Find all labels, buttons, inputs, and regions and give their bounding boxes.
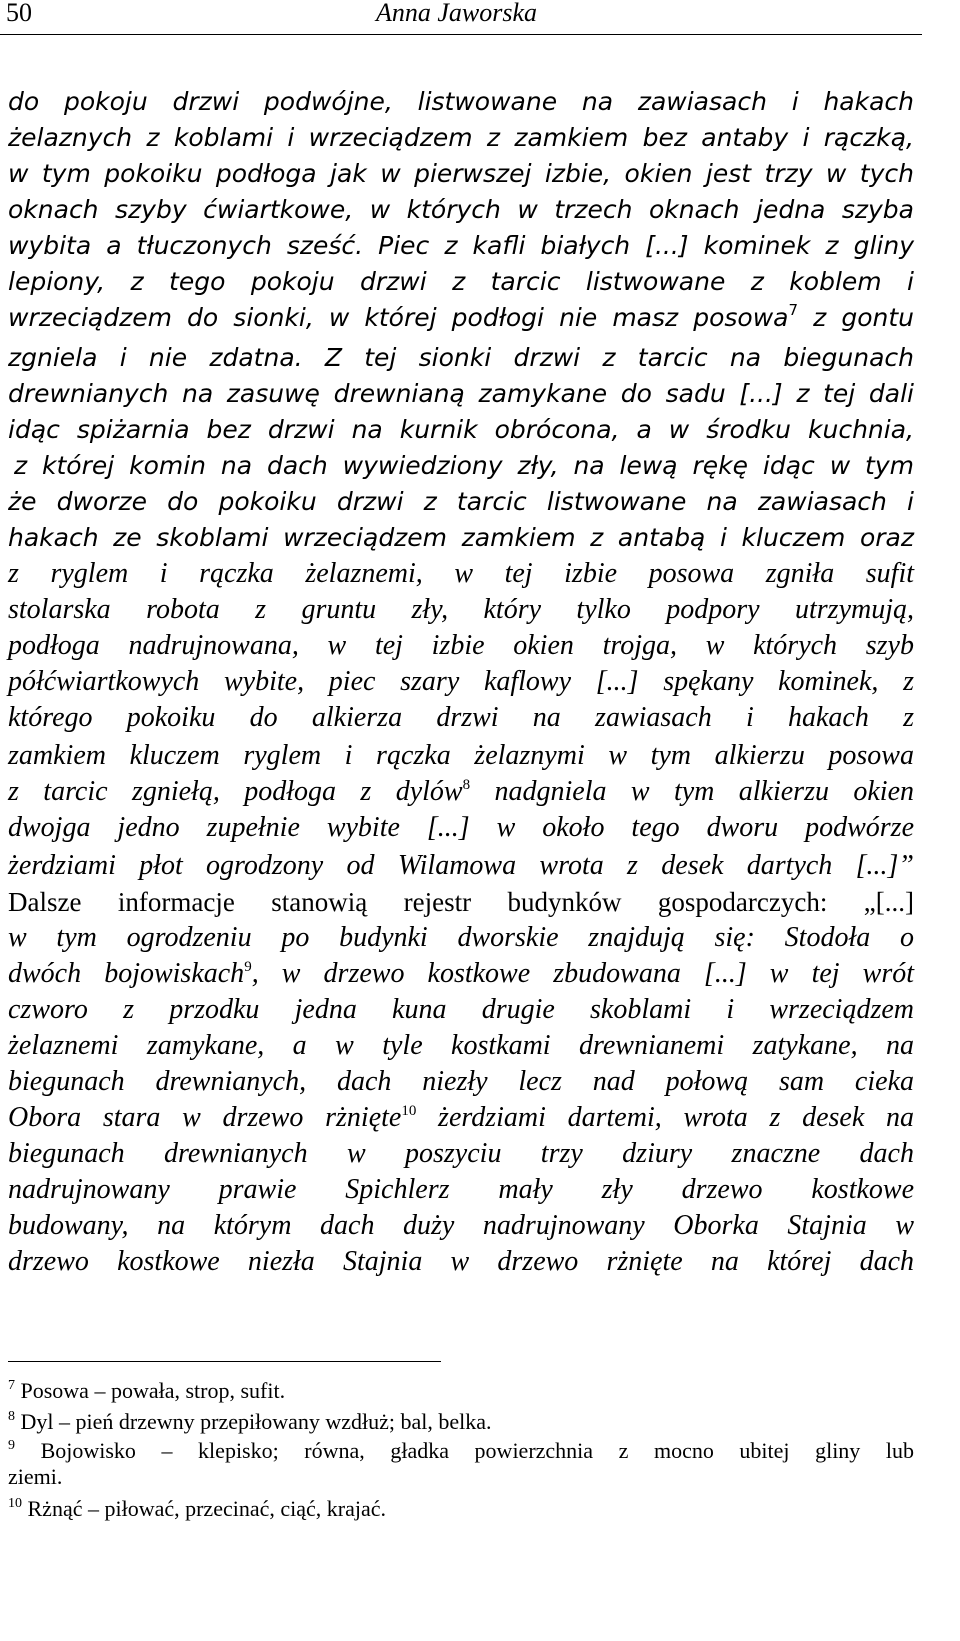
body-line	[8, 774, 914, 810]
body-line	[8, 556, 914, 592]
body-line	[8, 484, 914, 520]
body-line-text: zamkiem kluczem ryglem i rączka żelaznymi w tym alkierzu posowa	[8, 740, 914, 771]
page-header	[0, 0, 922, 35]
body-line	[8, 628, 914, 664]
footnote-number: 7	[8, 1378, 15, 1393]
body-line	[8, 412, 914, 448]
body-line-text: półćwiartkowych wybite, piec szary kaflowy [...] spękany kominek, z	[8, 666, 914, 697]
body-line-text: dwóch bojowiskach	[8, 958, 245, 989]
body-line	[8, 120, 914, 156]
footnote-text: Bojowisko – klepisko; równa, gładka powierzchnia z mocno ubitej gliny lub	[15, 1438, 914, 1463]
body-line-text-after: nadgniela w tym alkierzu okien	[470, 776, 915, 807]
body-line	[14, 448, 914, 484]
footnote-reference[interactable]: 7	[788, 301, 799, 319]
body-line	[8, 520, 914, 556]
body-line-text: z ryglem i rączka żelaznemi, w tej izbie posowa zgniła sufit	[8, 558, 914, 589]
footnote	[8, 1378, 914, 1404]
body-line-text: nadrujnowany prawie Spichlerz mały zły drzewo kostkowe	[8, 1174, 914, 1205]
body-line	[8, 1064, 914, 1100]
body-line	[8, 192, 914, 228]
body-line-text: żelaznemi zamykane, a w tyle kostkami drewnianemi zatykane, na	[8, 1030, 914, 1061]
body-line	[8, 956, 914, 992]
body-line-text: którego pokoiku do alkierza drzwi na zawiasach i hakach z	[8, 702, 914, 733]
body-line	[8, 920, 914, 956]
body-line-text-after: , w drzewo kostkowe zbudowana [...] w tej wrót	[251, 958, 914, 989]
body-line-text: drzewo kostkowe niezła Stajnia w drzewo rżnięte na której dach	[8, 1246, 914, 1277]
body-line-text-after: z gontu	[798, 303, 914, 332]
body-line-text: biegunach drewnianych w poszyciu trzy dziury znaczne dach	[8, 1138, 914, 1169]
footnote	[8, 1409, 914, 1435]
body-line	[8, 810, 914, 846]
footnote-continuation: ziemi.	[8, 1464, 63, 1489]
footnote-text: Dyl – pień drzewny przepiłowany wzdłuż; bal, belka.	[15, 1409, 492, 1434]
body-line-text: żerdziami płot ogrodzony od Wilamowa wrota z desek dartych [...]”	[8, 850, 914, 881]
body-line	[8, 1100, 914, 1136]
footnote	[8, 1438, 914, 1490]
body-line-text: że dworze do pokoiku drzwi z tarcic listwowane na zawiasach i	[8, 487, 914, 516]
body-line-text: wybita a tłuczonych sześć. Piec z kafli białych [...] kominek z gliny	[8, 231, 914, 260]
body-line-text: hakach ze skoblami wrzeciądzem zamkiem z antabą i kluczem oraz	[8, 523, 914, 552]
body-line	[8, 1028, 914, 1064]
footnote-reference[interactable]: 8	[462, 777, 471, 793]
body-line-text: lepiony, z tego pokoju drzwi z tarcic listwowane z koblem i	[8, 267, 914, 296]
body-line-text: w tym ogrodzeniu po budynki dworskie znajdują się: Stodoła o	[8, 922, 914, 953]
body-line-text: żelaznych z koblami i wrzeciądzem z zamkiem bez antaby i rączką,	[8, 123, 914, 152]
body-line-text: dwojga jedno zupełnie wybite [...] w około tego dworu podwórze	[8, 812, 914, 843]
footnote-text: Rżnąć – piłować, przecinać, ciąć, krajać.	[22, 1496, 387, 1521]
body-line	[8, 376, 914, 412]
footnote-number: 8	[8, 1409, 15, 1424]
body-line-text: zgniela i nie zdatna. Z tej sionki drzwi z tarcic na biegunach	[8, 343, 914, 372]
body-line	[8, 84, 914, 120]
body-line	[8, 592, 914, 628]
body-line	[8, 156, 914, 192]
body-line	[8, 664, 914, 700]
footnote-reference[interactable]: 9	[244, 959, 252, 975]
footnote-reference[interactable]: 10	[401, 1103, 417, 1119]
body-line	[8, 884, 914, 920]
body-line-text: drewnianych na zasuwę drewnianą zamykane do sadu [...] z tej dali	[8, 379, 914, 408]
body-line	[8, 1244, 914, 1280]
footnote-separator	[8, 1361, 441, 1362]
footnote-number: 9	[8, 1438, 15, 1453]
body-line-text: Dalsze informacje stanowią rejestr budynków gospodarczych: „[...]	[8, 887, 914, 917]
body-line-text: stolarska robota z gruntu zły, który tylko podpory utrzymują,	[8, 594, 914, 625]
body-line-text: wrzeciądzem do sionki, w której podłogi nie masz posowa	[8, 303, 789, 332]
body-line	[8, 340, 914, 376]
body-line-text: budowany, na którym dach duży nadrujnowany Oborka Stajnia w	[8, 1210, 914, 1241]
body-line-text: z tarcic zgniełą, podłoga z dylów	[8, 776, 463, 807]
body-line-text: w tym pokoiku podłoga jak w pierwszej izbie, okien jest trzy w tych	[8, 159, 914, 188]
footnote-text: Posowa – powała, strop, sufit.	[15, 1378, 286, 1403]
footnote	[8, 1496, 914, 1522]
body-line	[8, 738, 914, 774]
body-line-text: biegunach drewnianych, dach niezły lecz nad połową sam cieka	[8, 1066, 914, 1097]
body-line-text: Obora stara w drzewo rżnięte	[8, 1102, 402, 1133]
body-line-text: idąc spiżarnia bez drzwi na kurnik obrócona, a w środku kuchnia,	[8, 415, 914, 444]
page-number: 50	[6, 0, 32, 27]
body-line-text-after: żerdziami dartemi, wrota z desek na	[416, 1102, 914, 1133]
body-line	[8, 992, 914, 1028]
body-line-text: oknach szyby ćwiartkowe, w których w trzech oknach jedna szyba	[8, 195, 914, 224]
footnote-number: 10	[8, 1496, 22, 1511]
body-line	[8, 1208, 914, 1244]
body-line-text: do pokoju drzwi podwójne, listwowane na zawiasach i hakach	[8, 87, 914, 116]
body-line-text: podłoga nadrujnowana, w tej izbie okien trojga, w których szyb	[8, 630, 914, 661]
body-line-text: z której komin na dach wywiedziony zły, na lewą rękę idąc w tym	[14, 451, 914, 480]
body-line	[8, 700, 914, 736]
body-line	[8, 848, 914, 884]
running-head: Anna Jaworska	[376, 0, 538, 27]
body-line	[8, 1136, 914, 1172]
body-line	[8, 1172, 914, 1208]
body-line	[8, 300, 914, 336]
body-line-text: czworo z przodku jedna kuna drugie skoblami i wrzeciądzem	[8, 994, 914, 1025]
body-line	[8, 228, 914, 264]
body-line	[8, 264, 914, 300]
